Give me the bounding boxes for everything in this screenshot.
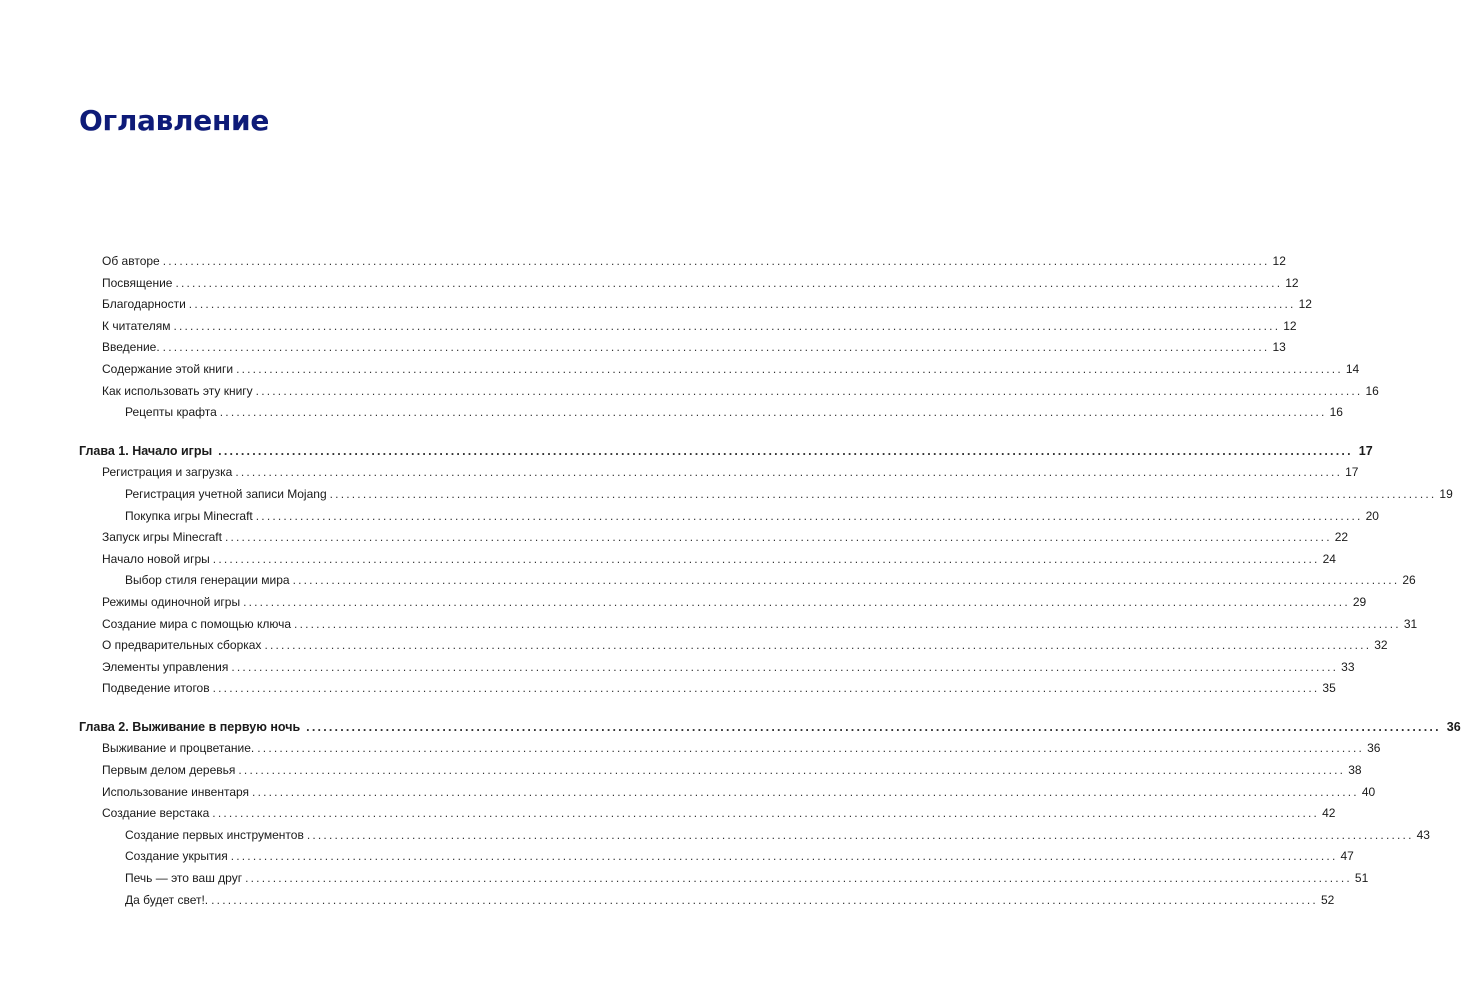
toc-entry[interactable] (79, 381, 1379, 403)
leader-dots: ........................................................................................................................................................................................................ (243, 594, 1350, 609)
leader-dots: ........................................................................................................................................................................................................ (175, 275, 1283, 290)
toc-entry-title: Рецепты крафта (125, 405, 217, 420)
toc-entry[interactable] (79, 592, 1367, 614)
toc-entry-title: Создание верстака (102, 806, 210, 821)
toc-entry-title: Элементы управления (102, 659, 229, 674)
toc-entry-page: 38 (1348, 763, 1362, 778)
toc-entry[interactable] (79, 614, 1418, 636)
toc-entry-page: 43 (1416, 827, 1430, 842)
toc-entry-title: Благодарности (102, 297, 186, 312)
toc-entry-page: 16 (1365, 383, 1379, 398)
toc-entry-page: 12 (1298, 297, 1312, 312)
toc-entry-title: Об авторе (102, 254, 160, 268)
toc-chapter-1[interactable] (79, 441, 1373, 463)
chapter-page: 36 (1446, 719, 1461, 734)
leader-dots: ........................................................................................................................................................................................................ (292, 573, 1400, 588)
toc-entry[interactable] (79, 462, 1359, 484)
toc-entry-page: 12 (1272, 254, 1286, 268)
toc-entry-page: 32 (1374, 638, 1388, 653)
toc-entry[interactable] (79, 635, 1388, 657)
toc-entry-page: 31 (1403, 616, 1418, 631)
toc-chapter-2[interactable] (79, 717, 1461, 739)
toc-entry[interactable] (79, 549, 1336, 571)
toc-entry-title: Посвящение (102, 275, 173, 290)
leader-dots: ........................................................................................................................................................................................................ (255, 383, 1363, 398)
leader-dots: ........................................................................................................................................................................................................ (245, 871, 1352, 886)
leader-dots: ........................................................................................................................................................................................................ (162, 254, 1270, 268)
toc-entry-title: Содержание этой книги (102, 361, 234, 376)
leader-dots: ........................................................................................................................................................................................................ (294, 616, 1401, 631)
leader-dots: ........................................................................................................................................................................................................ (257, 741, 1365, 756)
leader-dots: ........................................................................................................................................................................................................ (162, 340, 1270, 355)
leader-dots: ........................................................................................................................................................................................................ (231, 659, 1339, 674)
toc-entry-page: 24 (1322, 551, 1336, 566)
toc-entry-title: Использование инвентаря (102, 784, 250, 799)
leader-dots: ........................................................................................................................................................................................................ (264, 638, 1372, 653)
toc-subentry[interactable] (79, 825, 1430, 847)
toc-subentry[interactable] (79, 506, 1379, 528)
toc-entry[interactable] (79, 251, 1286, 273)
toc-entry-title: Начало новой игры (102, 551, 210, 566)
toc-entry-page: 33 (1341, 659, 1355, 674)
toc-entry-page: 26 (1402, 573, 1416, 588)
toc-entry-page: 13 (1272, 340, 1286, 355)
leader-dots: ........................................................................................................................................................................................................ (252, 784, 1359, 799)
leader-dots: ........................................................................................................................................................................................................ (212, 681, 1320, 696)
toc-entry-page: 51 (1354, 871, 1369, 886)
toc-entry[interactable] (79, 294, 1312, 316)
toc-entry-page: 35 (1322, 681, 1336, 696)
leader-dots: ........................................................................................................................................................................................................ (306, 827, 1414, 842)
leader-dots: ........................................................................................................................................................................................................ (238, 763, 1346, 778)
leader-dots: ........................................................................................................................................................................................................ (230, 849, 1338, 864)
toc-entry-title: Выбор стиля генерации мира (125, 573, 290, 588)
toc-entry-page: 12 (1283, 318, 1297, 333)
toc-entry[interactable] (79, 316, 1297, 338)
leader-dots: ........................................................................................................................................................................................................ (224, 530, 1332, 545)
toc-subentry[interactable] (79, 402, 1343, 424)
leader-dots: ........................................................................................................................................................................................................ (188, 297, 1296, 312)
toc-entry-page: 47 (1340, 849, 1354, 864)
toc-entry-page: 29 (1352, 594, 1367, 609)
toc-entry[interactable] (79, 527, 1349, 549)
toc-entry-title: Создание первых инструментов (125, 827, 304, 842)
chapter-title: Глава 1. Начало игры (79, 443, 213, 458)
toc-entry[interactable] (79, 782, 1376, 804)
leader-dots: ........................................................................................................................................................................................................ (329, 486, 1437, 501)
table-of-contents (79, 251, 1461, 911)
toc-entry[interactable] (79, 738, 1381, 760)
toc-subentry[interactable] (79, 484, 1453, 506)
leader-dots: ........................................................................................................................................................................................................ (219, 405, 1327, 420)
toc-entry[interactable] (79, 337, 1286, 359)
toc-entry-title: Введение. (102, 340, 160, 355)
leader-dots: ........................................................................................................................................................................................................ (235, 465, 1343, 480)
toc-entry-page: 14 (1345, 361, 1360, 376)
toc-entry-page: 36 (1367, 741, 1381, 756)
toc-entry-page: 22 (1334, 530, 1349, 545)
chapter-page: 17 (1358, 443, 1373, 458)
toc-entry-page: 12 (1285, 275, 1299, 290)
toc-subentry[interactable] (79, 890, 1335, 912)
leader-dots: ........................................................................................................................................................................................................ (218, 443, 1353, 458)
toc-entry-title: Печь — это ваш друг (125, 871, 243, 886)
leader-dots: ........................................................................................................................................................................................................ (212, 806, 1320, 821)
toc-entry-title: Регистрация и загрузка (102, 465, 233, 480)
leader-dots: ........................................................................................................................................................................................................ (255, 508, 1363, 523)
toc-entry-title: Первым делом деревья (102, 763, 236, 778)
leader-dots: ........................................................................................................................................................................................................ (211, 892, 1318, 907)
toc-entry[interactable] (79, 273, 1299, 295)
toc-entry-page: 20 (1365, 508, 1379, 523)
leader-dots: ........................................................................................................................................................................................................ (173, 318, 1281, 333)
toc-entry-title: Запуск игры Minecraft (102, 530, 222, 545)
leader-dots: ........................................................................................................................................................................................................ (236, 361, 1343, 376)
toc-entry-page: 17 (1345, 465, 1359, 480)
toc-entry-title: Как использовать эту книгу (102, 383, 253, 398)
toc-entry-title: Подведение итогов (102, 681, 210, 696)
toc-entry[interactable] (79, 657, 1355, 679)
toc-entry-title: О предварительных сборках (102, 638, 262, 653)
page-title: Оглавление (79, 104, 270, 137)
toc-entry-page: 42 (1322, 806, 1336, 821)
toc-entry[interactable] (79, 678, 1336, 700)
toc-entry-title: Выживание и процветание. (102, 741, 255, 756)
toc-entry-title: Да будет свет!. (125, 892, 209, 907)
toc-entry-title: Создание укрытия (125, 849, 228, 864)
toc-entry-title: К читателям (102, 318, 171, 333)
leader-dots: ........................................................................................................................................................................................................ (306, 719, 1441, 734)
leader-dots: ........................................................................................................................................................................................................ (212, 551, 1320, 566)
toc-entry-title: Покупка игры Minecraft (125, 508, 253, 523)
toc-entry[interactable] (79, 760, 1362, 782)
toc-entry-page: 52 (1320, 892, 1335, 907)
toc-subentry[interactable] (79, 570, 1416, 592)
toc-entry-page: 16 (1329, 405, 1343, 420)
toc-entry-page: 19 (1439, 486, 1453, 501)
toc-subentry[interactable] (79, 868, 1369, 890)
toc-entry-page: 40 (1361, 784, 1376, 799)
toc-entry-title: Режимы одиночной игры (102, 594, 241, 609)
toc-subentry[interactable] (79, 846, 1354, 868)
chapter-title: Глава 2. Выживание в первую ночь (79, 719, 301, 734)
toc-entry-title: Создание мира с помощью ключа (102, 616, 292, 631)
toc-entry-title: Регистрация учетной записи Mojang (125, 486, 327, 501)
toc-entry[interactable] (79, 359, 1360, 381)
toc-entry[interactable] (79, 803, 1336, 825)
